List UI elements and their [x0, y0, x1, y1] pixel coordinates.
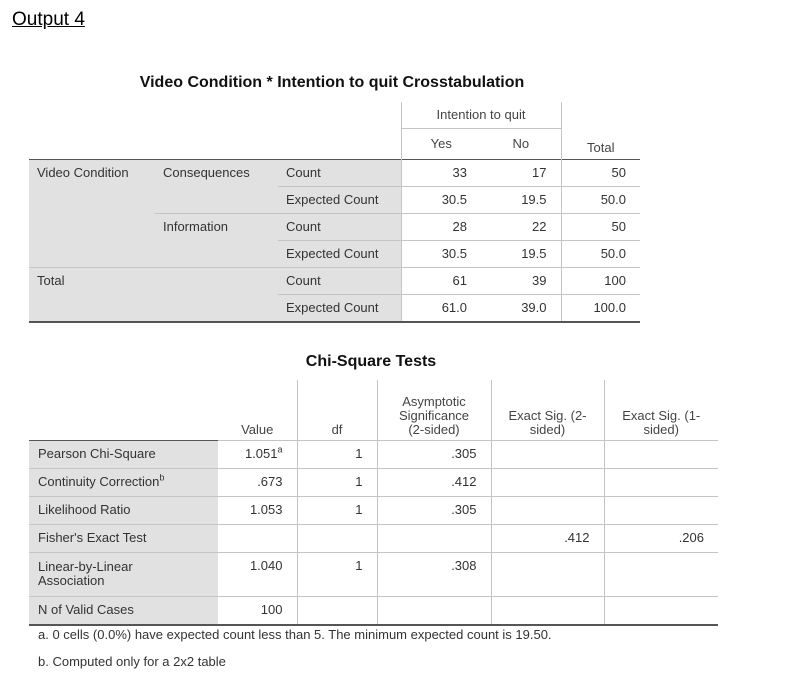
col-header-total: Total: [561, 129, 640, 160]
footnote-marker: a: [277, 444, 283, 455]
header-value: Value: [218, 380, 297, 440]
row-label: Continuity Correction$^b$: [29, 468, 218, 496]
cell-value: 1.040: [218, 552, 297, 596]
cell-df: [297, 596, 377, 625]
cell-exact2: [491, 440, 604, 468]
table-row: [29, 596, 718, 625]
header-exact-1: Exact Sig. (1-sided): [604, 380, 718, 440]
cell-value: 61: [401, 267, 481, 294]
cell-asym: .305: [377, 440, 491, 468]
row-sub-label: [155, 186, 278, 213]
cell-value: 39.0: [481, 294, 561, 322]
row-group-label: [29, 294, 155, 322]
cell-value: 19.5: [481, 240, 561, 267]
table-row: [29, 496, 718, 524]
row-group-label: Video Condition: [29, 159, 155, 186]
header-df: df: [297, 380, 377, 440]
row-stat-label: Expected Count: [278, 240, 401, 267]
col-header-yes: Yes: [401, 129, 481, 160]
cell-exact1: [604, 468, 718, 496]
cell-asym: .412: [377, 468, 491, 496]
cell-value: 100: [561, 267, 640, 294]
cell-exact1: [604, 596, 718, 625]
cell-value: 61.0: [401, 294, 481, 322]
cell-df: 1: [297, 552, 377, 596]
table-row: [29, 186, 640, 213]
cell-value: 33: [401, 159, 481, 186]
row-label: Linear-by-Linear Association: [29, 552, 218, 596]
table-row: [29, 240, 640, 267]
cell-value: 17: [481, 159, 561, 186]
row-group-label: [29, 186, 155, 213]
row-label: Fisher's Exact Test: [29, 524, 218, 552]
cell-df: 1: [297, 440, 377, 468]
chisq-table: [29, 380, 718, 626]
cell-value: 100: [218, 596, 297, 625]
row-stat-label: Count: [278, 159, 401, 186]
table-row: [29, 213, 640, 240]
cell-asym: [377, 524, 491, 552]
cell-exact2: [491, 496, 604, 524]
row-sub-label: Information: [155, 213, 278, 240]
cell-value: 100.0: [561, 294, 640, 322]
row-sub-label: Consequences: [155, 159, 278, 186]
cell-value: 28: [401, 213, 481, 240]
cell-df: [297, 524, 377, 552]
footnote-b: b. Computed only for a 2x2 table: [38, 654, 226, 669]
crosstab-table: [29, 102, 640, 323]
chisq-title: Chi-Square Tests: [305, 353, 437, 370]
row-stat-label: Expected Count: [278, 294, 401, 322]
cell-value: 22: [481, 213, 561, 240]
row-sub-label: [155, 294, 278, 322]
cell-value: 39: [481, 267, 561, 294]
header-asymptotic: Asymptotic Significance (2-sided): [377, 380, 491, 440]
cell-exact1: [604, 496, 718, 524]
cell-value: 30.5: [401, 186, 481, 213]
cell-df: 1: [297, 468, 377, 496]
cell-exact2: [491, 468, 604, 496]
page-heading: Output 4: [12, 9, 85, 30]
table-row: [29, 552, 718, 596]
cell-value: 50.0: [561, 240, 640, 267]
footnote-marker: b: [159, 472, 165, 483]
cell-value: 30.5: [401, 240, 481, 267]
row-sub-label: [155, 267, 278, 294]
cell-value: [218, 524, 297, 552]
table-row: [29, 524, 718, 552]
row-group-label: [29, 240, 155, 267]
cell-exact1: [604, 440, 718, 468]
cell-exact1: .206: [604, 524, 718, 552]
cell-value: 50: [561, 213, 640, 240]
row-stat-label: Count: [278, 213, 401, 240]
cell-df: 1: [297, 496, 377, 524]
cell-value: 50: [561, 159, 640, 186]
cell-value: 1.053: [218, 496, 297, 524]
cell-exact2: .412: [491, 524, 604, 552]
cell-asym: .305: [377, 496, 491, 524]
cell-asym: [377, 596, 491, 625]
col-header-no: No: [512, 135, 530, 151]
row-label: N of Valid Cases: [29, 596, 218, 625]
table-row: [29, 267, 640, 294]
table-row: [29, 440, 718, 468]
footnote-a: a. 0 cells (0.0%) have expected count less than 5. The minimum expected count is 19.50.: [38, 627, 552, 642]
row-stat-label: Count: [278, 267, 401, 294]
table-row: [29, 468, 718, 496]
col-group-header: Intention to quit: [401, 102, 561, 129]
cell-value: 19.5: [481, 186, 561, 213]
cell-asym: .308: [377, 552, 491, 596]
cell-value: .673: [218, 468, 297, 496]
row-sub-label: [155, 240, 278, 267]
cell-exact2: [491, 596, 604, 625]
row-label: Likelihood Ratio: [29, 496, 218, 524]
row-stat-label: Expected Count: [278, 186, 401, 213]
table-row: [29, 294, 640, 322]
crosstab-title: Video Condition * Intention to quit Crosstabulation: [139, 74, 525, 91]
row-group-label: Total: [29, 267, 155, 294]
row-group-label: [29, 213, 155, 240]
cell-exact2: [491, 552, 604, 596]
cell-value: 50.0: [561, 186, 640, 213]
cell-value: 1.051$^a$: [218, 440, 297, 468]
cell-exact1: [604, 552, 718, 596]
header-exact-2: Exact Sig. (2-sided): [491, 380, 604, 440]
row-label: Pearson Chi-Square: [29, 440, 218, 468]
table-row: [29, 159, 640, 186]
